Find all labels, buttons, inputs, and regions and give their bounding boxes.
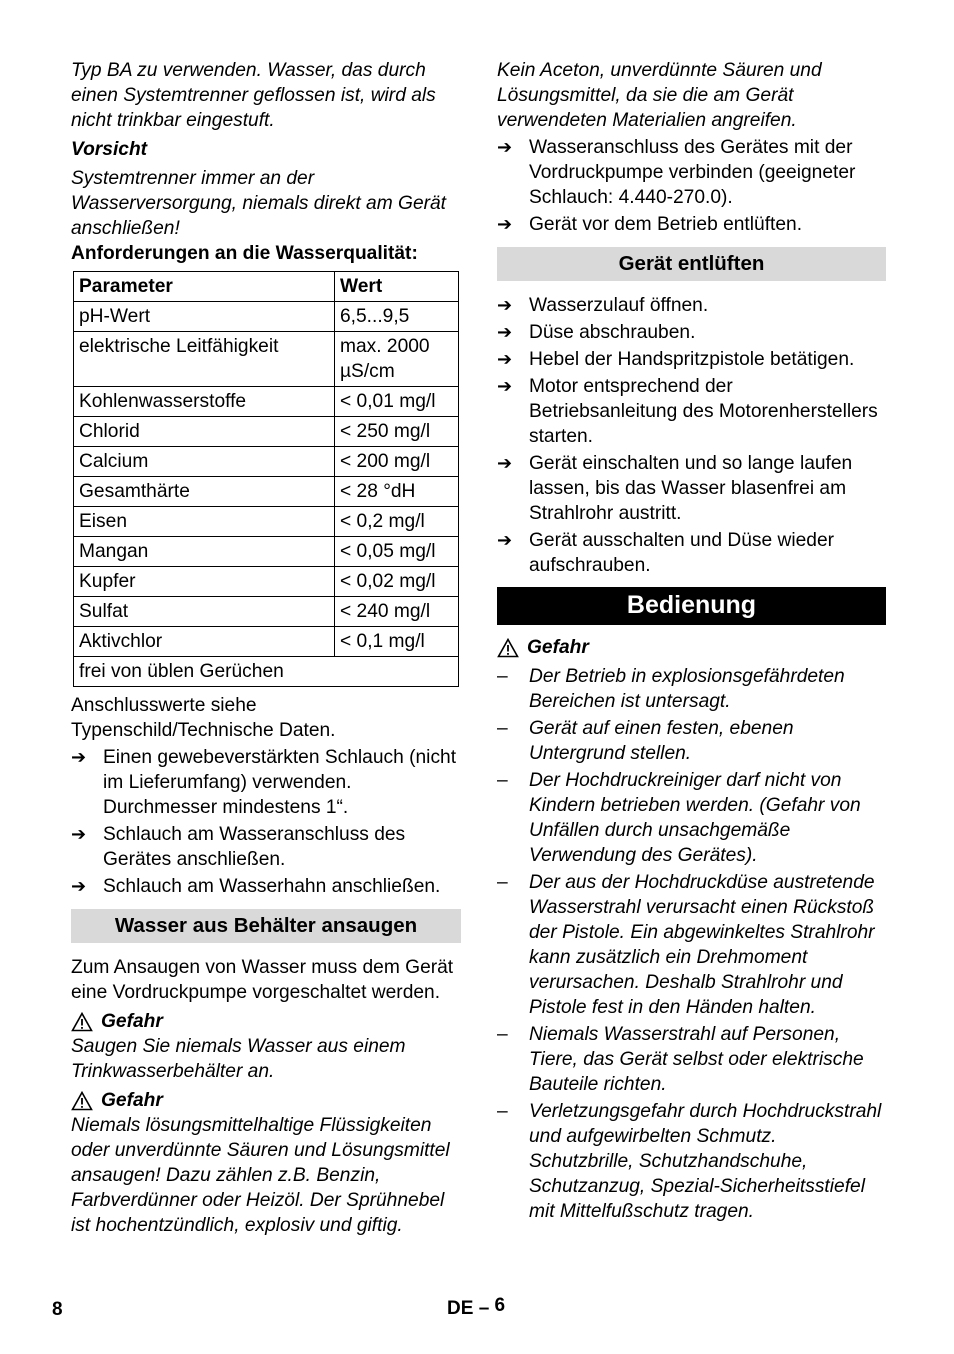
list-item (497, 1099, 886, 1224)
arrow-icon: ➔ (497, 137, 513, 157)
danger-text: Niemals lösungsmittelhaltige Flüssigkeiten oder unverdünnte Säuren und Lösungsmittel ansaugen! Dazu zählen z.B. Benzin, Farbverdünner oder Heizöl. Der Sprühnebel ist hochentzündlich, explosiv und giftig. (71, 1115, 450, 1236)
list-item-text: Gerät auf einen festen, ebenen Untergrund stellen. (529, 718, 794, 764)
arrow-icon: ➔ (497, 349, 513, 369)
dash-icon: – (497, 666, 508, 687)
list-item-text: Gerät ausschalten und Düse wieder aufschrauben. (529, 530, 835, 576)
table-cell: Kohlenwasserstoffe (74, 387, 335, 417)
list-item-text: Schlauch am Wasserhahn anschließen. (103, 876, 441, 897)
dash-icon: – (497, 1024, 508, 1045)
table-cell: < 0,2 mg/l (335, 507, 459, 537)
list-item (497, 212, 886, 237)
danger-title: Gefahr (101, 1090, 163, 1111)
continued-paragraph: Kein Aceton, unverdünnte Säuren und Lösungsmittel, da sie die am Gerät verwendeten Materialien angreifen. (497, 60, 822, 131)
table-row (74, 477, 459, 507)
table-cell: Kupfer (74, 567, 335, 597)
table-cell: < 240 mg/l (335, 597, 459, 627)
language-label: DE (447, 1298, 474, 1319)
table-cell: < 250 mg/l (335, 417, 459, 447)
list-item-text: Verletzungsgefahr durch Hochdruckstrahl und aufgewirbelten Schmutz. Schutzbrille, Schutzhandschuhe, Schutzanzug, Spezial-Sicherheitsstiefel mit Mittelfußschutz tragen. (529, 1101, 882, 1222)
table-header-row (74, 272, 459, 302)
table-cell: Chlorid (74, 417, 335, 447)
list-item-text: Gerät einschalten und so lange laufen lassen, bis das Wasser blasenfrei am Strahlrohr austritt. (529, 453, 853, 524)
list-item-text: Der Betrieb in explosionsgefährdeten Bereichen ist untersagt. (529, 666, 845, 712)
caution-title: Vorsicht (71, 139, 148, 160)
arrow-icon: ➔ (71, 747, 87, 767)
danger-heading (71, 1088, 461, 1113)
arrow-icon: ➔ (71, 876, 87, 896)
list-item (71, 822, 461, 872)
table-cell: Sulfat (74, 597, 335, 627)
list-item-text: Schlauch am Wasseranschluss des Gerätes anschließen. (103, 824, 406, 870)
table-cell: < 0,02 mg/l (335, 567, 459, 597)
dash-icon: – (497, 718, 508, 739)
caution-text: Systemtrenner immer an der Wasserversorgung, niemals direkt am Gerät anschließen! (71, 168, 447, 239)
table-row (74, 332, 459, 387)
list-item (497, 870, 886, 1020)
section-page-label (447, 1296, 505, 1321)
table-row (74, 417, 459, 447)
list-item (497, 451, 886, 526)
table-cell: < 0,01 mg/l (335, 387, 459, 417)
warning-triangle-icon (71, 1012, 93, 1032)
table-cell: Calcium (74, 447, 335, 477)
table-row (74, 567, 459, 597)
arrow-icon: ➔ (497, 376, 513, 396)
list-item-text: Düse abschrauben. (529, 322, 696, 343)
list-item (71, 874, 461, 899)
table-cell: Eisen (74, 507, 335, 537)
danger-title: Gefahr (101, 1011, 163, 1032)
table-cell: max. 2000 µS/cm (335, 332, 459, 387)
table-cell: frei von üblen Gerüchen (74, 657, 459, 687)
table-footer-row (74, 657, 459, 687)
table-header-cell: Parameter (74, 272, 335, 302)
list-item-text: Wasseranschluss des Gerätes mit der Vordruckpumpe verbinden (geeigneter Schlauch: 4.440-270.0). (529, 137, 856, 208)
table-cell: < 200 mg/l (335, 447, 459, 477)
table-row (74, 387, 459, 417)
list-item (497, 664, 886, 714)
table-header-cell: Wert (335, 272, 459, 302)
list-item (497, 1022, 886, 1097)
list-item-text: Niemals Wasserstrahl auf Personen, Tiere, das Gerät selbst oder elektrische Bauteile richten. (529, 1024, 864, 1095)
table-row (74, 447, 459, 477)
list-item-text: Motor entsprechend der Betriebsanleitung des Motorenherstellers starten. (529, 376, 878, 447)
chapter-heading: Bedienung (497, 587, 886, 625)
table-row (74, 302, 459, 332)
section-heading: Wasser aus Behälter ansaugen (71, 909, 461, 943)
footer-dash: – (478, 1298, 490, 1319)
arrow-icon: ➔ (497, 214, 513, 234)
warning-triangle-icon (71, 1091, 93, 1111)
list-item-text: Wasserzulauf öffnen. (529, 295, 709, 316)
danger-heading (71, 1009, 461, 1034)
danger-title: Gefahr (527, 637, 589, 658)
table-cell: Gesamthärte (74, 477, 335, 507)
table-cell: pH-Wert (74, 302, 335, 332)
section-page-number: 6 (494, 1295, 506, 1316)
left-column (71, 58, 461, 1238)
table-cell: < 0,05 mg/l (335, 537, 459, 567)
list-item-text: Der aus der Hochdruckdüse austretende Wasserstrahl verursacht einen Rückstoß der Pistole. Ein abgewinkeltes Strahlrohr kann zusätzlich ein Drehmoment verursachen. Deshalb Strahlrohr und Pistole fest in den Händen halten. (529, 872, 875, 1018)
table-cell: < 0,1 mg/l (335, 627, 459, 657)
table-cell: Mangan (74, 537, 335, 567)
list-item-text: Hebel der Handspritzpistole betätigen. (529, 349, 855, 370)
table-cell: < 28 °dH (335, 477, 459, 507)
list-item (497, 528, 886, 578)
section-heading: Gerät entlüften (497, 247, 886, 281)
section-text: Zum Ansaugen von Wasser muss dem Gerät eine Vordruckpumpe vorgeschaltet werden. (71, 957, 454, 1003)
list-item-text: Der Hochdruckreiniger darf nicht von Kindern betrieben werden. (Gefahr von Unfällen durch unsachgemäße Verwendung des Gerätes). (529, 770, 861, 866)
danger-text: Saugen Sie niemals Wasser aus einem Trinkwasserbehälter an. (71, 1036, 406, 1082)
warning-triangle-icon (497, 638, 519, 658)
page-number: 8 (52, 1299, 63, 1320)
table-cell: 6,5...9,5 (335, 302, 459, 332)
arrow-icon: ➔ (71, 824, 87, 844)
arrow-icon: ➔ (497, 295, 513, 315)
dash-icon: – (497, 1101, 508, 1122)
list-item (71, 745, 461, 820)
table-row (74, 537, 459, 567)
list-item (497, 320, 886, 345)
list-item (497, 768, 886, 868)
dash-icon: – (497, 770, 508, 791)
danger-heading (497, 635, 886, 660)
arrow-icon: ➔ (497, 453, 513, 473)
list-item-text: Einen gewebeverstärkten Schlauch (nicht im Lieferumfang) verwenden. Durchmesser mindestens 1“. (103, 747, 457, 818)
table-cell: Aktivchlor (74, 627, 335, 657)
list-item (497, 716, 886, 766)
intro-paragraph: Typ BA zu verwenden. Wasser, das durch einen Systemtrenner geflossen ist, wird als nicht trinkbar eingestuft. (71, 60, 436, 131)
list-item-text: Gerät vor dem Betrieb entlüften. (529, 214, 803, 235)
water-quality-table (73, 271, 459, 687)
table-row (74, 627, 459, 657)
list-item (497, 135, 886, 210)
connection-text: Anschlusswerte siehe Typenschild/Technische Daten. (71, 695, 336, 741)
table-row (74, 507, 459, 537)
list-item (497, 374, 886, 449)
table-cell: elektrische Leitfähigkeit (74, 332, 335, 387)
dash-icon: – (497, 872, 508, 893)
list-item (497, 347, 886, 372)
requirements-title: Anforderungen an die Wasserqualität: (71, 243, 418, 264)
list-item (497, 293, 886, 318)
table-row (74, 597, 459, 627)
right-column (497, 58, 886, 1226)
arrow-icon: ➔ (497, 530, 513, 550)
arrow-icon: ➔ (497, 322, 513, 342)
